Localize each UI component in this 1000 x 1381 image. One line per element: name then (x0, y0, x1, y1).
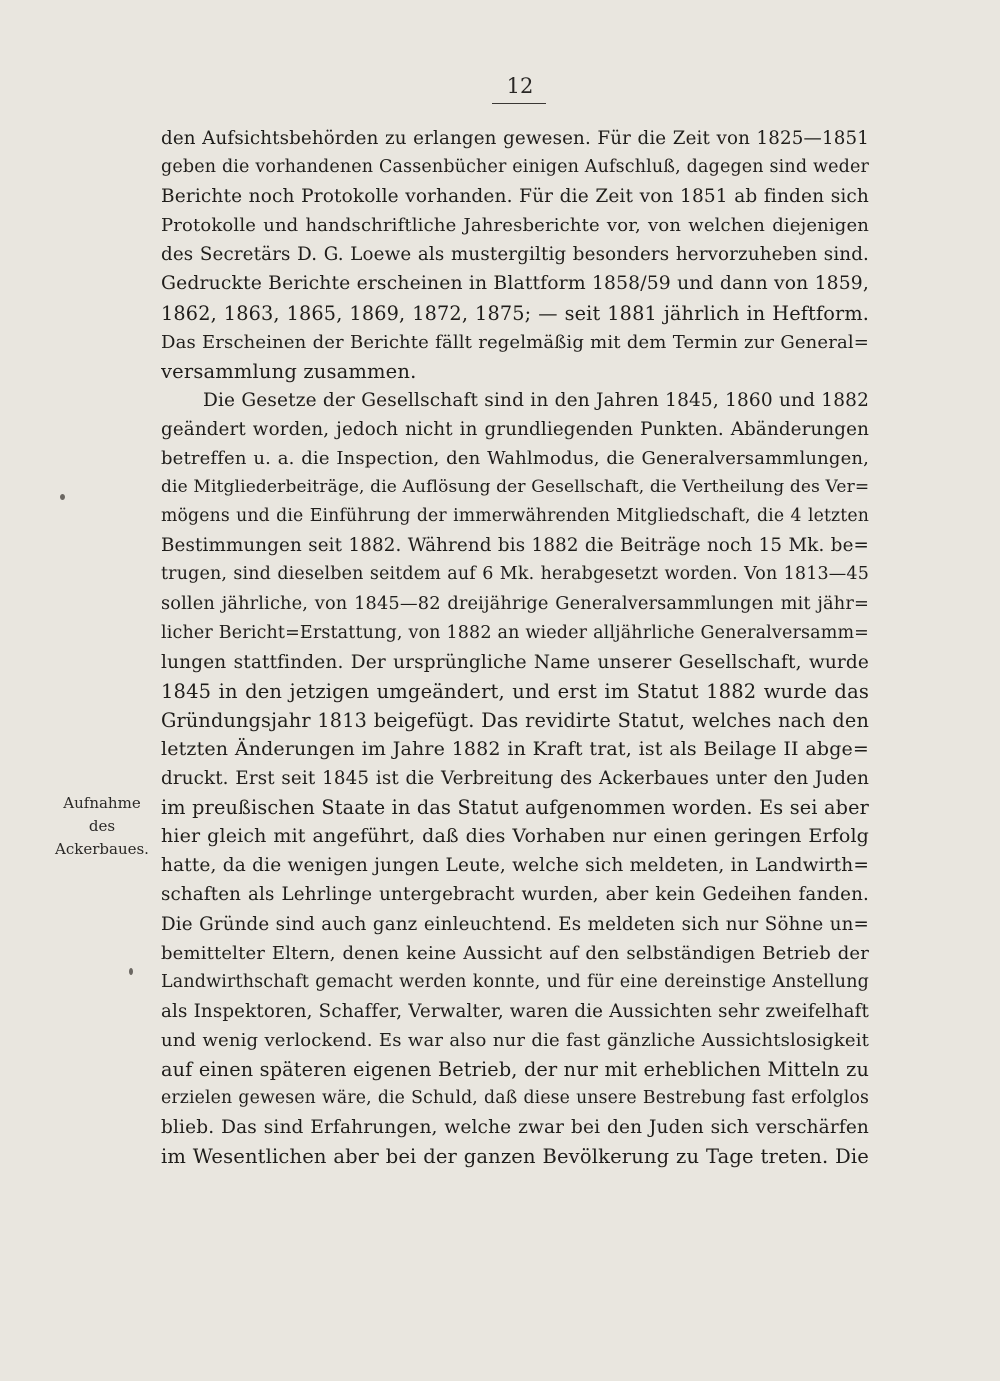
text-line: des Secretärs D. G. Loewe als mustergiltig besonders hervorzuheben sind. (161, 244, 869, 266)
page-number: 12 (506, 74, 534, 98)
text-line: sollen jährliche, von 1845—82 dreijährige Generalversammlungen mit jähr= (161, 593, 869, 614)
text-line: lungen stattfinden. Der ursprüngliche Name unserer Gesellschaft, wurde (161, 651, 869, 673)
text-line: als Inspektoren, Schaffer, Verwalter, waren die Aussichten sehr zweifelhaft (161, 1000, 869, 1022)
body-text (161, 124, 869, 1171)
text-line: versammlung zusammen. (161, 359, 417, 383)
margin-note-line: des (88, 817, 116, 835)
margin-note (52, 792, 152, 861)
text-line: mögens und die Einführung der immerwährenden Mitgliedschaft, die 4 letzten (161, 506, 869, 527)
text-line: trugen, sind dieselben seitdem auf 6 Mk. herabgesetzt worden. Von 1813—45 (161, 564, 869, 585)
ink-speck (129, 968, 133, 975)
text-line: licher Bericht=Erstattung, von 1882 an wieder alljährliche Generalversamm= (161, 622, 869, 643)
text-line: den Aufsichtsbehörden zu erlangen gewesen. Für die Zeit von 1825—1851 (161, 128, 869, 149)
text-line: letzten Änderungen im Jahre 1882 in Kraft trat, ist als Beilage II abge= (161, 737, 869, 760)
margin-note-line: Ackerbaues. (55, 840, 149, 858)
text-line: 1845 in den jetzigen umgeändert, und erst im Statut 1882 wurde das (161, 679, 869, 703)
text-line: hatte, da die wenigen jungen Leute, welche sich meldeten, in Landwirth= (161, 855, 869, 877)
text-line: Die Gesetze der Gesellschaft sind in den Jahren 1845, 1860 und 1882 (203, 389, 869, 411)
text-line: Bestimmungen seit 1882. Während bis 1882 die Beiträge noch 15 Mk. be= (161, 535, 869, 557)
text-line: druckt. Erst seit 1845 ist die Verbreitung des Ackerbaues unter den Juden (161, 768, 869, 790)
text-line: im preußischen Staate in das Statut aufgenommen worden. Es sei aber (161, 796, 869, 820)
text-line: Berichte noch Protokolle vorhanden. Für die Zeit von 1851 ab finden sich (161, 186, 869, 208)
text-line: auf einen späteren eigenen Betrieb, der nur mit erheblichen Mitteln zu (161, 1058, 869, 1081)
text-line: Die Gründe sind auch ganz einleuchtend. Es meldeten sich nur Söhne un= (161, 913, 869, 935)
text-line: erzielen gewesen wäre, die Schuld, daß diese unsere Bestrebung fast erfolglos (161, 1088, 869, 1109)
text-line: Gedruckte Berichte erscheinen in Blattform 1858/59 und dann von 1859, (161, 273, 869, 295)
text-line: betreffen u. a. die Inspection, den Wahlmodus, die Generalversammlungen, (161, 448, 869, 470)
text-line: schaften als Lehrlinge untergebracht wurden, aber kein Gedeihen fanden. (161, 884, 869, 906)
ink-speck (60, 494, 65, 500)
text-line: Das Erscheinen der Berichte fällt regelmäßig mit dem Termin zur General= (161, 331, 869, 353)
text-line: Landwirthschaft gemacht werden konnte, und für eine dereinstige Anstellung (161, 971, 869, 992)
text-line: bemittelter Eltern, denen keine Aussicht auf den selbständigen Betrieb der (161, 942, 869, 964)
text-line: und wenig verlockend. Es war also nur die fast gänzliche Aussichtslosigkeit (161, 1029, 869, 1051)
text-line: blieb. Das sind Erfahrungen, welche zwar bei den Juden sich verschärfen (161, 1117, 869, 1139)
margin-note-line: Aufnahme (63, 794, 141, 812)
page-number-rule (492, 103, 546, 104)
text-line: hier gleich mit angeführt, daß dies Vorhaben nur einen geringen Erfolg (161, 825, 869, 848)
text-line: geändert worden, jedoch nicht in grundliegenden Punkten. Abänderungen (161, 418, 869, 440)
text-line: die Mitgliederbeiträge, die Auflösung der Gesellschaft, die Vertheilung des Ver= (161, 477, 869, 498)
text-line: im Wesentlichen aber bei der ganzen Bevölkerung zu Tage treten. Die (161, 1145, 869, 1169)
text-line: 1862, 1863, 1865, 1869, 1872, 1875; — seit 1881 jährlich in Heftform. (161, 301, 869, 325)
text-line: Protokolle und handschriftliche Jahresberichte vor, von welchen diejenigen (161, 215, 869, 237)
text-line: Gründungsjahr 1813 beigefügt. Das revidirte Statut, welches nach den (161, 708, 869, 732)
text-line: geben die vorhandenen Cassenbücher einigen Aufschluß, dagegen sind weder (161, 157, 869, 178)
